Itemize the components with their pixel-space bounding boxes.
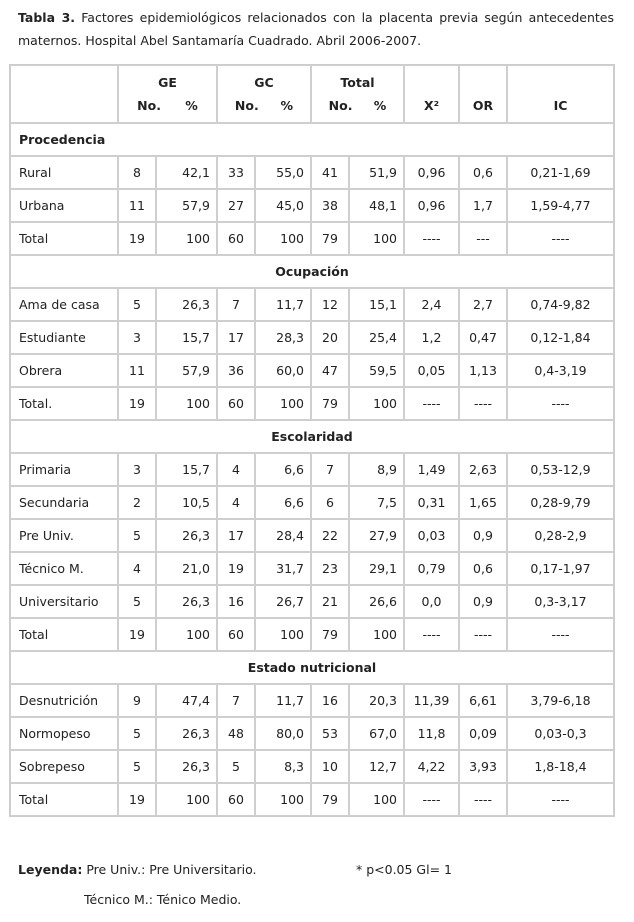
table-cell: 0,03-0,3: [507, 717, 614, 750]
table-cell: 0,9: [459, 585, 507, 618]
table-cell: 29,1: [349, 552, 404, 585]
table-cell: 11: [118, 354, 156, 387]
table-cell: 27: [217, 189, 255, 222]
table-cell: 12,7: [349, 750, 404, 783]
table-cell: 2,7: [459, 288, 507, 321]
table-cell: 26,3: [156, 750, 217, 783]
table-cell: 5: [118, 750, 156, 783]
table-cell: 7: [311, 453, 349, 486]
table-cell: ----: [459, 387, 507, 420]
row-label: Total: [10, 618, 118, 651]
table-cell: 11,7: [255, 684, 311, 717]
table-cell: 20: [311, 321, 349, 354]
header-x2-label: X²: [423, 98, 440, 113]
row-label: Total.: [10, 387, 118, 420]
table-cell: 79: [311, 618, 349, 651]
table-cell: 10: [311, 750, 349, 783]
table-cell: 8,3: [255, 750, 311, 783]
table-cell: 67,0: [349, 717, 404, 750]
table-cell: 48,1: [349, 189, 404, 222]
table-cell: 6: [311, 486, 349, 519]
table-cell: 79: [311, 387, 349, 420]
table-cell: 3: [118, 453, 156, 486]
table-cell: 0,53-12,9: [507, 453, 614, 486]
table-cell: 3,93: [459, 750, 507, 783]
header-total-label: Total: [340, 75, 375, 90]
header-ge: [118, 65, 217, 123]
table-cell: 11: [118, 189, 156, 222]
table-cell: 8,9: [349, 453, 404, 486]
legend-label: Leyenda:: [18, 862, 83, 877]
section-title: Ocupación: [10, 255, 614, 288]
table-cell: 6,61: [459, 684, 507, 717]
legend-row-1: [18, 862, 618, 892]
table-cell: 0,79: [404, 552, 459, 585]
table-cell: 41: [311, 156, 349, 189]
table-row: [10, 552, 614, 585]
table-cell: 26,7: [255, 585, 311, 618]
table-cell: 100: [349, 783, 404, 816]
row-label: Ama de casa: [10, 288, 118, 321]
table-cell: 11,7: [255, 288, 311, 321]
table-cell: 79: [311, 783, 349, 816]
table-cell: 5: [118, 585, 156, 618]
row-label: Sobrepeso: [10, 750, 118, 783]
table-cell: 26,3: [156, 585, 217, 618]
table-cell: 2,4: [404, 288, 459, 321]
table-cell: 19: [118, 783, 156, 816]
header-gc-label: GC: [254, 75, 274, 90]
table-cell: 0,17-1,97: [507, 552, 614, 585]
table-cell: 51,9: [349, 156, 404, 189]
table-row: [10, 453, 614, 486]
table-cell: 31,7: [255, 552, 311, 585]
table-cell: 60: [217, 387, 255, 420]
table-cell: 60,0: [255, 354, 311, 387]
table-cell: 19: [217, 552, 255, 585]
table-row: [10, 783, 614, 816]
table-cell: ----: [507, 222, 614, 255]
legend-row-2: [18, 892, 618, 922]
table-cell: 38: [311, 189, 349, 222]
table-cell: 0,96: [404, 189, 459, 222]
table-cell: 0,05: [404, 354, 459, 387]
table-cell: 12: [311, 288, 349, 321]
data-table-container: [9, 64, 615, 817]
table-cell: 60: [217, 222, 255, 255]
table-cell: ----: [404, 618, 459, 651]
table-cell: 36: [217, 354, 255, 387]
legend-note: * p<0.05 Gl= 1: [356, 862, 452, 877]
header-empty: [10, 65, 118, 123]
table-cell: 100: [255, 783, 311, 816]
table-cell: 100: [156, 387, 217, 420]
table-cell: 60: [217, 783, 255, 816]
header-ic: [507, 65, 614, 123]
table-cell: 1,65: [459, 486, 507, 519]
table-cell: ----: [507, 387, 614, 420]
table-cell: 15,1: [349, 288, 404, 321]
table-cell: 2: [118, 486, 156, 519]
table-cell: 100: [349, 222, 404, 255]
table-body: [10, 65, 614, 816]
row-label: Obrera: [10, 354, 118, 387]
table-row: [10, 387, 614, 420]
table-row: [10, 321, 614, 354]
header-gc-no: No.: [234, 98, 259, 113]
table-row: [10, 519, 614, 552]
section-row: [10, 123, 614, 156]
table-cell: 26,3: [156, 519, 217, 552]
table-cell: 4: [217, 453, 255, 486]
row-label: Pre Univ.: [10, 519, 118, 552]
legend-line1: Pre Univ.: Pre Universitario.: [82, 862, 257, 877]
table-row: [10, 156, 614, 189]
table-cell: ----: [404, 783, 459, 816]
table-row: [10, 684, 614, 717]
table-cell: 100: [156, 222, 217, 255]
table-cell: 3,79-6,18: [507, 684, 614, 717]
row-label: Total: [10, 783, 118, 816]
header-x2: [404, 65, 459, 123]
table-cell: 0,47: [459, 321, 507, 354]
table-cell: 17: [217, 519, 255, 552]
table-cell: 53: [311, 717, 349, 750]
row-label: Primaria: [10, 453, 118, 486]
table-cell: 55,0: [255, 156, 311, 189]
row-label: Rural: [10, 156, 118, 189]
table-cell: 57,9: [156, 189, 217, 222]
table-cell: 1,8-18,4: [507, 750, 614, 783]
table-cell: 1,49: [404, 453, 459, 486]
header-ge-pct: %: [185, 98, 198, 113]
table-row: [10, 354, 614, 387]
table-cell: 9: [118, 684, 156, 717]
table-cell: 42,1: [156, 156, 217, 189]
table-row: [10, 288, 614, 321]
table-cell: 0,09: [459, 717, 507, 750]
table-cell: 11,39: [404, 684, 459, 717]
table-cell: 100: [255, 387, 311, 420]
section-title: Estado nutricional: [10, 651, 614, 684]
table-row: [10, 222, 614, 255]
table-cell: 100: [349, 618, 404, 651]
table-cell: 15,7: [156, 321, 217, 354]
table-cell: 0,03: [404, 519, 459, 552]
header-gc-pct: %: [280, 98, 294, 113]
section-row: [10, 651, 614, 684]
table-cell: 45,0: [255, 189, 311, 222]
table-cell: ----: [404, 387, 459, 420]
table-cell: 19: [118, 387, 156, 420]
table-cell: 48: [217, 717, 255, 750]
header-total-no: No.: [328, 98, 353, 113]
table-cell: 22: [311, 519, 349, 552]
header-ge-label: GE: [158, 75, 177, 90]
table-cell: 79: [311, 222, 349, 255]
table-cell: 0,74-9,82: [507, 288, 614, 321]
header-total-pct: %: [373, 98, 387, 113]
table-cell: 5: [217, 750, 255, 783]
table-cell: 0,28-9,79: [507, 486, 614, 519]
table-row: [10, 585, 614, 618]
table-cell: 15,7: [156, 453, 217, 486]
table-cell: 6,6: [255, 453, 311, 486]
legend: [18, 862, 618, 922]
table-cell: 100: [255, 618, 311, 651]
table-cell: 5: [118, 519, 156, 552]
row-label: Secundaria: [10, 486, 118, 519]
table-cell: ---: [459, 222, 507, 255]
table-row: [10, 618, 614, 651]
table-cell: 47,4: [156, 684, 217, 717]
table-cell: 1,2: [404, 321, 459, 354]
table-cell: 0,3-3,17: [507, 585, 614, 618]
table-cell: 0,28-2,9: [507, 519, 614, 552]
section-title: Procedencia: [10, 123, 614, 156]
table-cell: 7: [217, 684, 255, 717]
table-cell: 100: [255, 222, 311, 255]
row-label: Desnutrición: [10, 684, 118, 717]
table-cell: 5: [118, 288, 156, 321]
table-cell: 47: [311, 354, 349, 387]
table-row: [10, 189, 614, 222]
table-cell: 26,3: [156, 717, 217, 750]
table-cell: 7: [217, 288, 255, 321]
table-cell: 1,7: [459, 189, 507, 222]
table-row: [10, 486, 614, 519]
section-title: Escolaridad: [10, 420, 614, 453]
table-cell: 16: [217, 585, 255, 618]
caption-label: Tabla 3.: [18, 10, 76, 25]
data-table: [10, 65, 614, 816]
table-cell: ----: [404, 222, 459, 255]
table-cell: 1,59-4,77: [507, 189, 614, 222]
table-cell: 0,96: [404, 156, 459, 189]
table-cell: 57,9: [156, 354, 217, 387]
header-or-label: OR: [472, 98, 494, 113]
table-cell: 8: [118, 156, 156, 189]
row-label: Estudiante: [10, 321, 118, 354]
table-row: [10, 717, 614, 750]
header-row: [10, 65, 614, 123]
table-cell: 33: [217, 156, 255, 189]
table-cell: 20,3: [349, 684, 404, 717]
table-cell: 6,6: [255, 486, 311, 519]
table-cell: 3: [118, 321, 156, 354]
table-cell: 19: [118, 618, 156, 651]
table-cell: ----: [459, 618, 507, 651]
table-cell: 4: [217, 486, 255, 519]
row-label: Técnico M.: [10, 552, 118, 585]
table-cell: 80,0: [255, 717, 311, 750]
row-label: Total: [10, 222, 118, 255]
table-cell: 100: [156, 783, 217, 816]
table-cell: 59,5: [349, 354, 404, 387]
table-cell: 0,9: [459, 519, 507, 552]
table-cell: 4: [118, 552, 156, 585]
table-row: [10, 750, 614, 783]
row-label: Urbana: [10, 189, 118, 222]
table-cell: 17: [217, 321, 255, 354]
table-cell: 0,0: [404, 585, 459, 618]
table-cell: ----: [507, 783, 614, 816]
table-cell: 16: [311, 684, 349, 717]
table-cell: 0,31: [404, 486, 459, 519]
table-cell: ----: [459, 783, 507, 816]
table-caption: [18, 6, 614, 52]
legend-line2: Técnico M.: Ténico Medio.: [84, 892, 242, 907]
table-cell: 100: [156, 618, 217, 651]
table-cell: 0,6: [459, 156, 507, 189]
table-cell: 11,8: [404, 717, 459, 750]
table-cell: 0,4-3,19: [507, 354, 614, 387]
table-cell: 60: [217, 618, 255, 651]
section-row: [10, 255, 614, 288]
table-cell: 10,5: [156, 486, 217, 519]
table-cell: 21,0: [156, 552, 217, 585]
table-cell: 27,9: [349, 519, 404, 552]
table-cell: 2,63: [459, 453, 507, 486]
table-cell: 26,6: [349, 585, 404, 618]
header-gc: [217, 65, 311, 123]
table-cell: 19: [118, 222, 156, 255]
section-row: [10, 420, 614, 453]
header-or: [459, 65, 507, 123]
table-cell: 21: [311, 585, 349, 618]
table-cell: 0,6: [459, 552, 507, 585]
table-cell: 25,4: [349, 321, 404, 354]
header-total: [311, 65, 404, 123]
row-label: Universitario: [10, 585, 118, 618]
row-label: Normopeso: [10, 717, 118, 750]
caption-text: Factores epidemiológicos relacionados con la placenta previa según antecedentes maternos. Hospital Abel Santamaría Cuadrado. Abril 2006-2007.: [18, 10, 614, 48]
table-cell: 100: [349, 387, 404, 420]
table-cell: 5: [118, 717, 156, 750]
table-cell: 1,13: [459, 354, 507, 387]
table-cell: 0,12-1,84: [507, 321, 614, 354]
table-cell: 7,5: [349, 486, 404, 519]
header-ic-label: IC: [553, 98, 568, 113]
table-cell: 28,4: [255, 519, 311, 552]
table-cell: 23: [311, 552, 349, 585]
table-cell: 28,3: [255, 321, 311, 354]
table-cell: 4,22: [404, 750, 459, 783]
table-cell: 26,3: [156, 288, 217, 321]
table-cell: ----: [507, 618, 614, 651]
header-ge-no: No.: [137, 98, 161, 113]
table-cell: 0,21-1,69: [507, 156, 614, 189]
